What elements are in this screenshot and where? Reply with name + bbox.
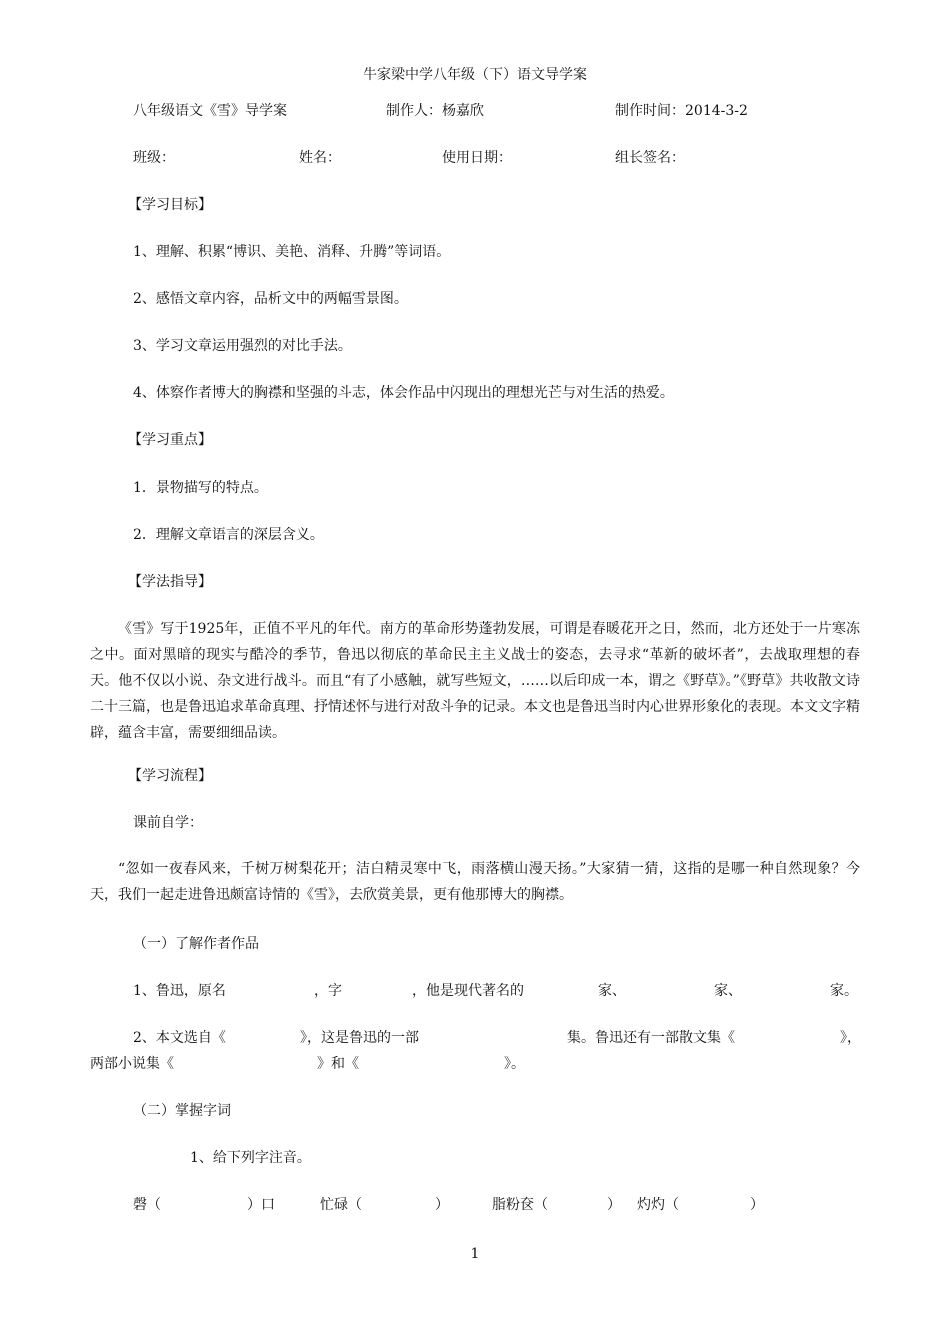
class-label: 班级： [133, 150, 175, 166]
word-item: 磬（ [133, 1197, 161, 1213]
word-item: ） [607, 1197, 621, 1213]
q1-text: 1、鲁迅，原名 [133, 983, 226, 999]
q2-text: 2、本文选自《 [133, 1030, 226, 1046]
section2-title: （二）掌握字词 [133, 1103, 231, 1119]
use-date-label: 使用日期： [442, 150, 512, 166]
name-label: 姓名： [299, 150, 341, 166]
q1-text: ，字 [314, 983, 342, 999]
focus-item: 1．景物描写的特点。 [133, 480, 268, 496]
goal-item: 4、体察作者博大的胸襟和坚强的斗志，体会作品中闪现出的理想光芒与对生活的热爱。 [133, 385, 674, 401]
guide-heading: 【学法指导】 [128, 574, 212, 590]
author: 制作人：杨嘉欣 [386, 103, 484, 119]
q2-text: 》和《 [317, 1056, 359, 1072]
q2-text: 》。 [504, 1056, 525, 1072]
goal-item: 1、理解、积累“博识、美艳、消释、升腾”等词语。 [133, 244, 451, 260]
word-item: 脂粉奁（ [492, 1197, 548, 1213]
word-item: 忙碌（ [320, 1197, 362, 1213]
goal-item: 2、感悟文章内容，品析文中的两幅雪景图。 [133, 291, 408, 307]
focus-heading: 【学习重点】 [128, 432, 212, 448]
q2-text: 两部小说集《 [90, 1056, 174, 1072]
goals-heading: 【学习目标】 [128, 197, 212, 213]
q2-text: 》，这是鲁迅的一部 [300, 1030, 419, 1046]
q1-text: 家、 [714, 983, 742, 999]
q1-text: 家、 [598, 983, 626, 999]
process-heading: 【学习流程】 [128, 768, 212, 784]
goal-item: 3、学习文章运用强烈的对比手法。 [133, 338, 352, 354]
guide-paragraph: 《雪》写于1925年，正值不平凡的年代。南方的革命形势蓬勃发展，可谓是春暖花开之日，然而，北方还处于一片寒冻之中。面对黑暗的现实与酷冷的季节，鲁迅以彻底的革命民主主义战士的姿态，去寻求“革新的破坏者”，去战取理想的春天。他不仅以小说、杂文进行战斗。而且“有了小感触，就写些短文，……以后印成一本，谓之《野草》。”《野草》共收散文诗二十三篇，也是鲁迅追求革命真理、抒情述怀与进行对敌斗争的记录。本文也是鲁迅当时内心世界形象化的表现。本文文字精辟，蕴含丰富，需要细细品读。 [90, 621, 860, 741]
section1-title: （一）了解作者作品 [133, 936, 259, 952]
word-item: ） [750, 1197, 764, 1213]
date: 制作时间：2014-3-2 [615, 103, 748, 119]
q2-text: 集。鲁迅还有一部散文集《 [567, 1030, 735, 1046]
focus-item: 2．理解文章语言的深层含义。 [133, 527, 324, 543]
q2-text: 》， [840, 1030, 861, 1046]
page-number: 1 [470, 1246, 480, 1262]
leader-sign-label: 组长签名： [615, 150, 685, 166]
word-item: 灼灼（ [637, 1197, 679, 1213]
phonetic-instruction: 1、给下列字注音。 [190, 1150, 311, 1166]
page-title: 牛家梁中学八年级（下）语文导学案 [363, 67, 587, 83]
course-name: 八年级语文《雪》导学案 [133, 103, 287, 119]
word-item: ） [435, 1197, 449, 1213]
pre-study-label: 课前自学： [133, 815, 203, 831]
q1-text: 家。 [830, 983, 858, 999]
word-item: ）口 [247, 1197, 275, 1213]
intro-paragraph: “忽如一夜春风来，千树万树梨花开；洁白精灵寒中飞，雨落横山漫天扬。”大家猜一猜，这指的是哪一种自然现象？今天，我们一起走进鲁迅颇富诗情的《雪》，去欣赏美景，更有他那博大的胸襟。 [90, 861, 860, 903]
q1-text: ，他是现代著名的 [412, 983, 524, 999]
